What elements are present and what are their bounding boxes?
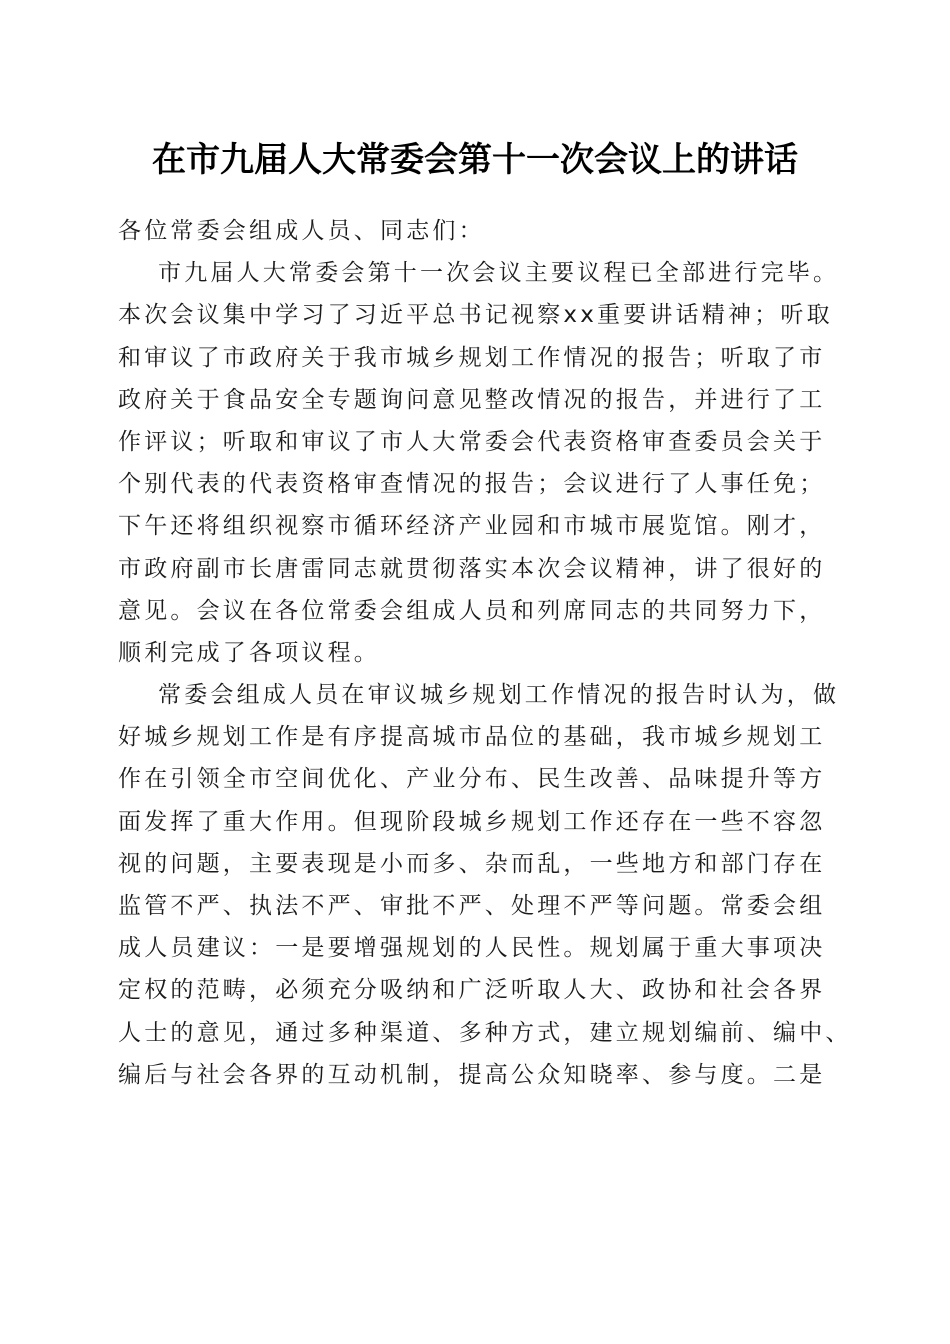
paragraph-line: 编后与社会各界的互动机制，提高公众知晓率、参与度。二是 <box>118 1061 826 1088</box>
paragraph-line: 面发挥了重大作用。但现阶段城乡规划工作还存在一些不容忽 <box>118 808 826 835</box>
paragraph-line: 和审议了市政府关于我市城乡规划工作情况的报告；听取了市 <box>118 344 826 371</box>
paragraph-line: 定权的范畴，必须充分吸纳和广泛听取人大、政协和社会各界 <box>118 977 826 1004</box>
paragraph-line: 视的问题，主要表现是小而多、杂而乱，一些地方和部门存在 <box>118 850 826 877</box>
paragraph-line: 监管不严、执法不严、审批不严、处理不严等问题。常委会组 <box>118 893 826 919</box>
paragraph-line: 成人员建议：一是要增强规划的人民性。规划属于重大事项决 <box>118 935 826 962</box>
paragraph-line: 好城乡规划工作是有序提高城市品位的基础，我市城乡规划工 <box>118 724 826 751</box>
paragraph-line: 常委会组成人员在审议城乡规划工作情况的报告时认为，做 <box>158 682 840 709</box>
salutation: 各位常委会组成人员、同志们： <box>118 218 485 244</box>
paragraph-1 <box>118 252 838 674</box>
paragraph-line: 政府关于食品安全专题询问意见整改情况的报告，并进行了工 <box>118 386 826 413</box>
paragraph-line: 人士的意见，通过多种渠道、多种方式，建立规划编前、编中、 <box>118 1019 852 1046</box>
paragraph-line: 作评议；听取和审议了市人大常委会代表资格审查委员会关于 <box>118 428 826 455</box>
document-title: 在市九届人大常委会第十一次会议上的讲话 <box>152 140 798 180</box>
paragraph-2 <box>118 674 852 1096</box>
document-body <box>118 210 852 1096</box>
paragraph-line: 市政府副市长唐雷同志就贯彻落实本次会议精神，讲了很好的 <box>118 555 826 582</box>
paragraph-line: 顺利完成了各项议程。 <box>118 639 380 666</box>
paragraph-line: 个别代表的代表资格审查情况的报告；会议进行了人事任免； <box>118 471 826 498</box>
paragraph-line: 意见。会议在各位常委会组成人员和列席同志的共同努力下， <box>118 597 826 624</box>
paragraph-line: 市九届人大常委会第十一次会议主要议程已全部进行完毕。 <box>158 260 840 287</box>
paragraph-line: 本次会议集中学习了习近平总书记视察xx重要讲话精神；听取 <box>118 302 833 329</box>
paragraph-line: 下午还将组织视察市循环经济产业园和市城市展览馆。刚才， <box>118 513 826 540</box>
paragraph-line: 作在引领全市空间优化、产业分布、民生改善、品味提升等方 <box>118 766 826 793</box>
